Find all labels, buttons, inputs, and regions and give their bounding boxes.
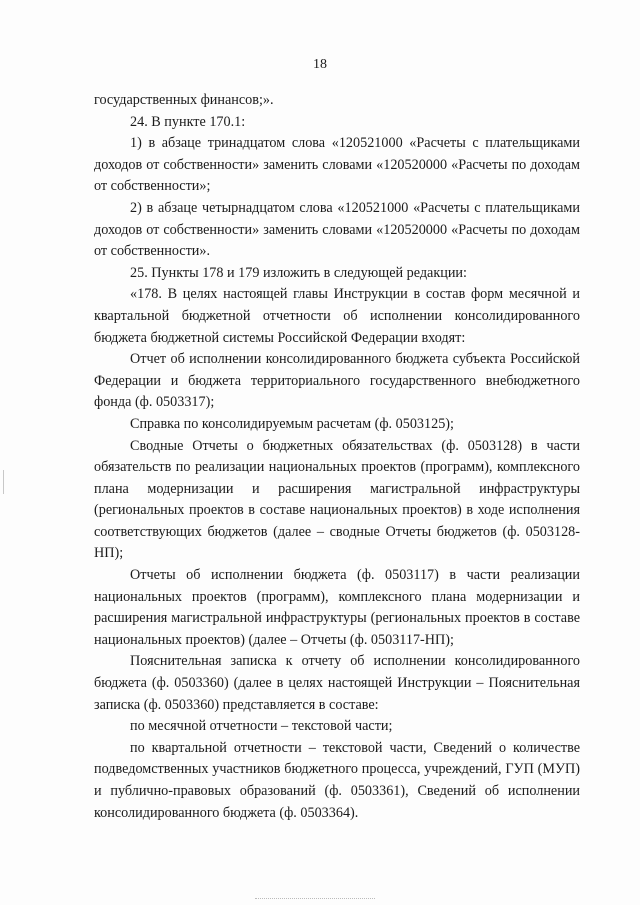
paragraph-subitem-2: 2) в абзаце четырнадцатом слова «120521000 «Расчеты с плательщиками доходов от собственности» заменить словами «120520000 «Расчеты по доходам от собственности». [94, 199, 580, 260]
paragraph-report-0503317: Отчет об исполнении консолидированного бюджета субъекта Российской Федерации и бюджета территориального государственного внебюджетного фонда (ф. 0503317); [94, 351, 580, 411]
document-body [94, 90, 580, 824]
paragraph-item-24: 24. В пункте 170.1: [130, 113, 246, 130]
paragraph-reports-0503128: Сводные Отчеты о бюджетных обязательствах (ф. 0503128) в части обязательств по реализации национальных проектов (программ), комплексного плана модернизации и расширения магистральной инфраструктуры (региональных проектов в составе национальных проектов) в ходе исполнения соответствующих бюджетов (далее – сводные Отчеты бюджетов (ф. 0503128-НП); [94, 437, 580, 562]
paragraph-continuation: государственных финансов;». [94, 92, 274, 108]
paragraph-reports-0503117: Отчеты об исполнении бюджета (ф. 0503117) в части реализации национальных проектов (программ), комплексного плана модернизации и расширения магистральной инфраструктуры (региональных проектов в составе национальных проектов) (далее – Отчеты (ф. 0503117-НП); [94, 567, 580, 648]
paragraph-reference-0503125: Справка по консолидируемым расчетам (ф. 0503125); [130, 415, 454, 432]
paragraph-monthly: по месячной отчетности – текстовой части; [130, 718, 393, 735]
paragraph-subitem-1: 1) в абзаце тринадцатом слова «120521000 «Расчеты с плательщиками доходов от собственности» заменить словами «120520000 «Расчеты по доходам от собственности»; [94, 135, 580, 195]
scan-artifact-bottom [255, 898, 375, 901]
paragraph-quarterly: по квартальной отчетности – текстовой части, Сведений о количестве подведомственных участников бюджетного процесса, учреждений, ГУП (МУП) и публично-правовых образований (ф. 0503361), Сведений об исполнении консолидированного бюджета (ф. 0503364). [94, 739, 580, 821]
paragraph-clause-178: «178. В целях настоящей главы Инструкции в состав форм месячной и квартальной бюджетной отчетности об исполнении консолидированного бюджета бюджетной системы Российской Федерации входят: [94, 286, 580, 346]
page-number: 18 [313, 57, 327, 72]
scan-artifact [3, 470, 4, 494]
paragraph-explanatory-note: Пояснительная записка к отчету об исполнении консолидированного бюджета (ф. 0503360) (далее в целях настоящей Инструкции – Пояснительная записка (ф. 0503360) представляется в составе: [94, 653, 580, 713]
paragraph-item-25: 25. Пункты 178 и 179 изложить в следующей редакции: [130, 264, 467, 281]
